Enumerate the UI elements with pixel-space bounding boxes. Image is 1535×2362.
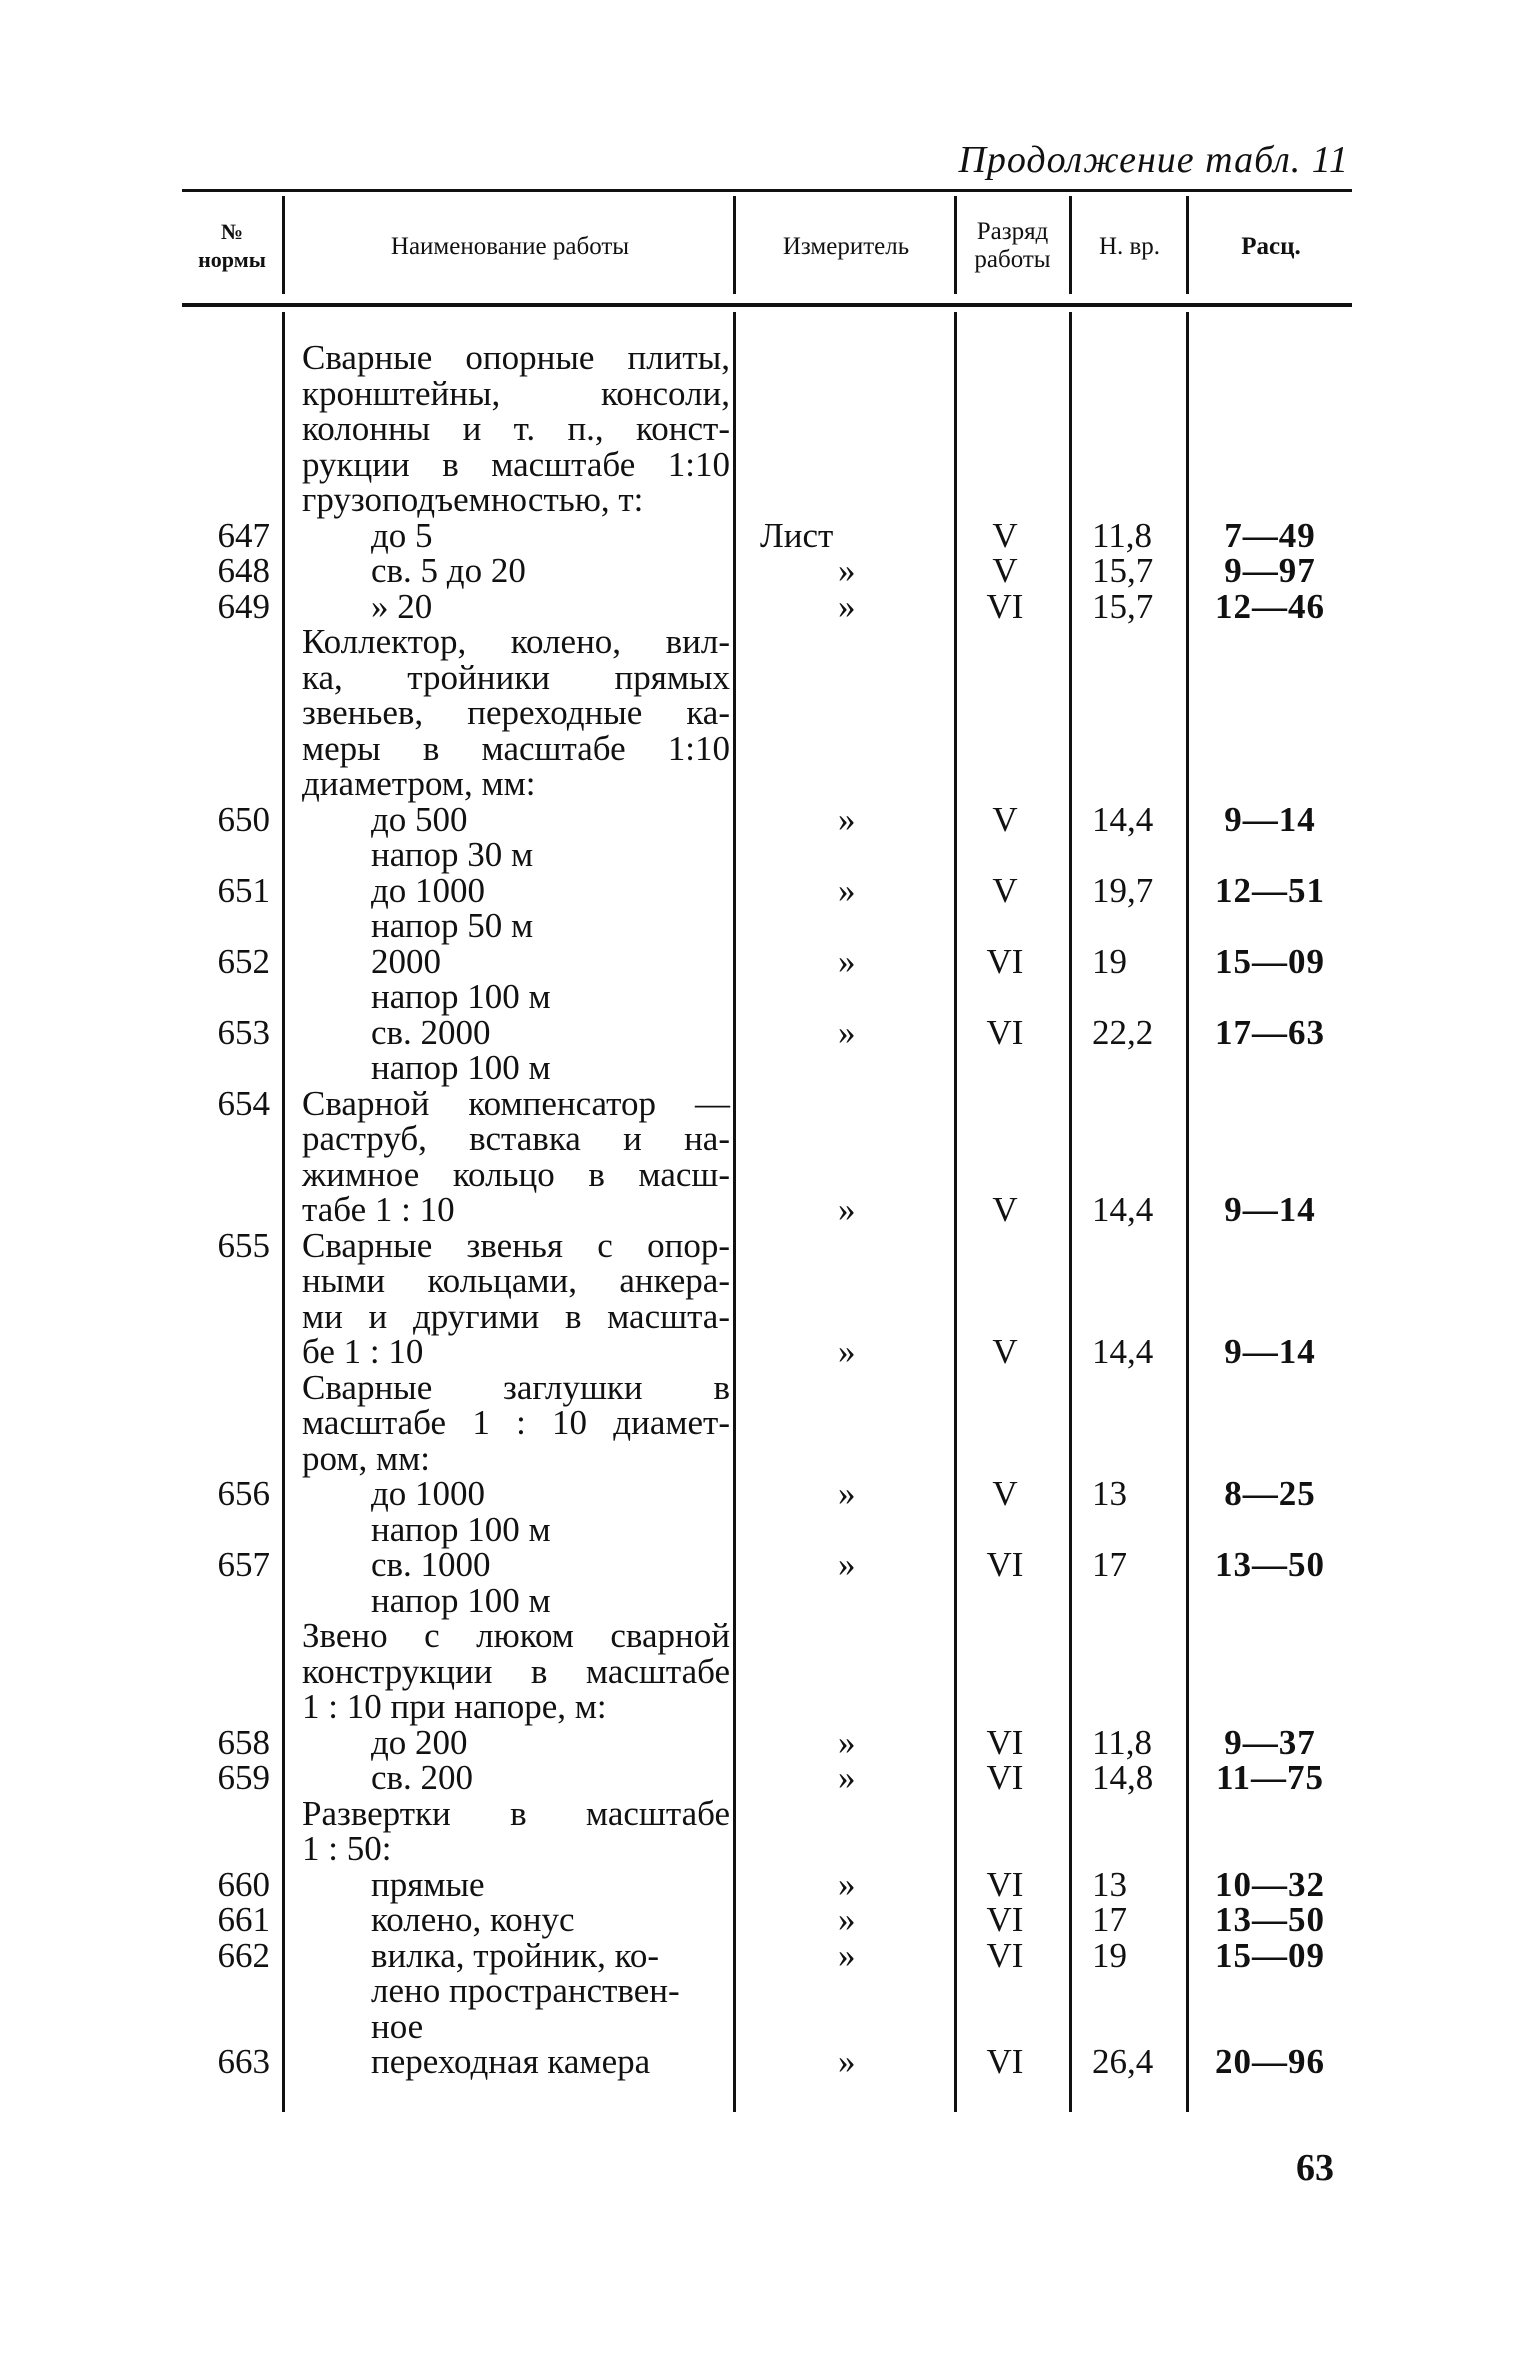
header-nvr: Н. вр.: [1098, 233, 1161, 260]
work-name-line: Сварные опорные плиты,: [302, 338, 730, 377]
column-divider: [1186, 196, 1189, 294]
time-norm: 15,7: [1092, 586, 1154, 626]
rate-value: 9—37: [1224, 1722, 1316, 1762]
work-name-line: ром, мм:: [302, 1438, 431, 1478]
time-norm: 15,7: [1092, 551, 1154, 590]
column-divider: [954, 312, 957, 2112]
norm-number: 653: [217, 1012, 270, 1052]
time-norm: 19: [1092, 941, 1127, 981]
time-norm: 22,2: [1092, 1012, 1154, 1052]
work-name-line: св. 2000: [371, 1012, 491, 1052]
measure-unit: »: [838, 2042, 856, 2081]
work-name-line: до 200: [371, 1722, 468, 1762]
page-number: 63: [1296, 2147, 1334, 2189]
work-rank: VI: [986, 1900, 1024, 1939]
work-name-line: напор 50 м: [371, 906, 534, 945]
work-name-line: до 1000: [371, 870, 486, 910]
work-name-line: ми и другими в масшта-: [302, 1296, 730, 1336]
measure-unit: »: [838, 1474, 856, 1513]
work-rank: V: [992, 1190, 1018, 1229]
rate-value: 13—50: [1215, 1900, 1325, 1939]
norm-number: 656: [217, 1474, 270, 1513]
measure-unit: »: [838, 1758, 856, 1797]
work-name-line: вилка, тройник, ко-: [371, 1935, 660, 1975]
work-rank: V: [992, 515, 1018, 555]
work-rank: V: [992, 551, 1018, 590]
column-divider: [282, 196, 285, 294]
measure-unit: »: [838, 586, 856, 626]
work-name-line: 1 : 10 при напоре, м:: [302, 1687, 607, 1726]
header-unit: Измеритель: [782, 233, 910, 260]
work-name-line: напор 100 м: [371, 977, 551, 1016]
time-norm: 11,8: [1092, 515, 1152, 555]
rate-value: 7—49: [1224, 515, 1316, 555]
measure-unit: Лист: [760, 515, 834, 555]
norm-number: 660: [217, 1864, 270, 1904]
work-name-line: прямые: [371, 1864, 485, 1904]
measure-unit: »: [838, 1545, 856, 1584]
work-name-line: ными кольцами, анкера-: [302, 1261, 730, 1300]
column-divider: [282, 312, 285, 2112]
time-norm: 19,7: [1092, 870, 1154, 910]
column-divider: [1069, 196, 1072, 294]
work-name-line: ка, тройники прямых: [302, 657, 730, 697]
work-name-line: звеньев, переходные ка-: [302, 693, 730, 732]
work-name-line: лено пространствен-: [371, 1971, 680, 2010]
measure-unit: »: [838, 1935, 856, 1975]
time-norm: 13: [1092, 1474, 1127, 1513]
norm-number: 648: [217, 551, 270, 590]
work-name-line: конструкции в масштабе: [302, 1651, 730, 1691]
time-norm: 19: [1092, 1935, 1127, 1975]
work-name-line: Сварные звенья с опор-: [302, 1225, 730, 1265]
column-divider: [954, 196, 957, 294]
work-name-line: ное: [371, 2006, 424, 2046]
work-name-line: Сварные заглушки в: [302, 1367, 730, 1407]
column-divider: [1069, 312, 1072, 2112]
work-rank: VI: [986, 1935, 1024, 1975]
work-name-line: колонны и т. п., конст-: [302, 409, 730, 448]
work-rank: V: [992, 870, 1018, 910]
rate-value: 11—75: [1215, 1758, 1325, 1797]
work-rank: VI: [986, 2042, 1024, 2081]
measure-unit: »: [838, 1332, 856, 1371]
work-name-line: напор 100 м: [371, 1509, 551, 1549]
work-name-line: переходная камера: [371, 2042, 651, 2081]
work-name-line: до 1000: [371, 1474, 486, 1513]
work-rank: VI: [986, 1758, 1024, 1797]
norm-number: 662: [217, 1935, 270, 1975]
work-name-line: св. 5 до 20: [371, 551, 526, 590]
measure-unit: »: [838, 1864, 856, 1904]
rate-value: 9—97: [1224, 551, 1316, 590]
work-name-line: до 500: [371, 799, 468, 839]
rate-value: 15—09: [1215, 941, 1325, 981]
work-name-line: кронштейны, консоли,: [302, 373, 730, 413]
work-name-line: табе 1 : 10: [302, 1190, 455, 1229]
time-norm: 17: [1092, 1900, 1127, 1939]
work-name-line: напор 30 м: [371, 835, 534, 874]
norm-number: 659: [217, 1758, 270, 1797]
time-norm: 17: [1092, 1545, 1127, 1584]
work-rank: VI: [986, 1545, 1024, 1584]
work-name-line: напор 100 м: [371, 1048, 551, 1087]
work-name-line: диаметром, мм:: [302, 764, 536, 803]
work-name-line: жимное кольцо в масш-: [302, 1154, 730, 1194]
header-num: № нормы: [198, 219, 266, 272]
work-name-line: 2000: [371, 941, 441, 981]
measure-unit: »: [838, 870, 856, 910]
work-name-line: бе 1 : 10: [302, 1332, 424, 1371]
time-norm: 11,8: [1092, 1722, 1152, 1762]
work-name-line: Звено с люком сварной: [302, 1616, 730, 1655]
norm-number: 657: [217, 1545, 270, 1584]
header-name: Наименование работы: [390, 233, 630, 260]
measure-unit: »: [838, 941, 856, 981]
column-divider: [733, 312, 736, 2112]
measure-unit: »: [838, 1900, 856, 1939]
work-rank: V: [992, 1332, 1018, 1371]
measure-unit: »: [838, 799, 856, 839]
norm-number: 663: [217, 2042, 270, 2081]
rate-value: 10—32: [1215, 1864, 1325, 1904]
time-norm: 26,4: [1092, 2042, 1154, 2081]
table-continuation-title: Продолжение табл. 11: [958, 139, 1349, 181]
rate-value: 15—09: [1215, 1935, 1325, 1975]
norm-number: 654: [217, 1083, 270, 1123]
time-norm: 13: [1092, 1864, 1127, 1904]
work-name-line: Сварной компенсатор —: [302, 1083, 730, 1123]
header-rate: Расц.: [1241, 233, 1301, 260]
work-rank: V: [992, 1474, 1018, 1513]
time-norm: 14,4: [1092, 1190, 1154, 1229]
work-name-line: » 20: [371, 586, 433, 626]
work-rank: VI: [986, 1864, 1024, 1904]
rate-value: 9—14: [1224, 1190, 1316, 1229]
work-name-line: масштабе 1 : 10 диамет-: [302, 1403, 730, 1442]
norm-number: 651: [217, 870, 270, 910]
header-rank: Разряд работы: [974, 218, 1051, 273]
work-rank: VI: [986, 586, 1024, 626]
header-bottom-rule: [182, 303, 1352, 307]
measure-unit: »: [838, 1190, 856, 1229]
work-name-line: Коллектор, колено, вил-: [302, 622, 730, 661]
norm-number: 650: [217, 799, 270, 839]
rate-value: 12—46: [1215, 586, 1325, 626]
norm-number: 661: [217, 1900, 270, 1939]
work-name-line: св. 200: [371, 1758, 474, 1797]
measure-unit: »: [838, 551, 856, 590]
work-name-line: св. 1000: [371, 1545, 491, 1584]
measure-unit: »: [838, 1722, 856, 1762]
work-name-line: напор 100 м: [371, 1580, 551, 1620]
norm-number: 652: [217, 941, 270, 981]
norm-number: 655: [217, 1225, 270, 1265]
work-name-line: Развертки в масштабе: [302, 1793, 730, 1833]
work-rank: VI: [986, 1722, 1024, 1762]
rate-value: 8—25: [1224, 1474, 1316, 1513]
work-rank: VI: [986, 941, 1024, 981]
norm-number: 649: [217, 586, 270, 626]
norm-number: 647: [217, 515, 270, 555]
work-name-line: колено, конус: [371, 1900, 575, 1939]
rate-value: 9—14: [1224, 1332, 1316, 1371]
work-name-line: меры в масштабе 1:10: [302, 728, 730, 768]
time-norm: 14,8: [1092, 1758, 1154, 1797]
work-name-line: рукции в масштабе 1:10: [302, 444, 730, 484]
header-top-rule: [182, 189, 1352, 192]
work-name-line: 1 : 50:: [302, 1829, 392, 1868]
work-name-line: до 5: [371, 515, 433, 555]
work-rank: V: [992, 799, 1018, 839]
work-name-line: грузоподъемностью, т:: [302, 480, 644, 519]
norm-number: 658: [217, 1722, 270, 1762]
rate-value: 20—96: [1215, 2042, 1325, 2081]
time-norm: 14,4: [1092, 799, 1154, 839]
column-divider: [1186, 312, 1189, 2112]
measure-unit: »: [838, 1012, 856, 1052]
work-name-line: раструб, вставка и на-: [302, 1119, 730, 1158]
rate-value: 12—51: [1215, 870, 1325, 910]
rate-value: 9—14: [1224, 799, 1316, 839]
time-norm: 14,4: [1092, 1332, 1154, 1371]
rate-value: 13—50: [1215, 1545, 1325, 1584]
rate-value: 17—63: [1215, 1012, 1325, 1052]
column-divider: [733, 196, 736, 294]
work-rank: VI: [986, 1012, 1024, 1052]
